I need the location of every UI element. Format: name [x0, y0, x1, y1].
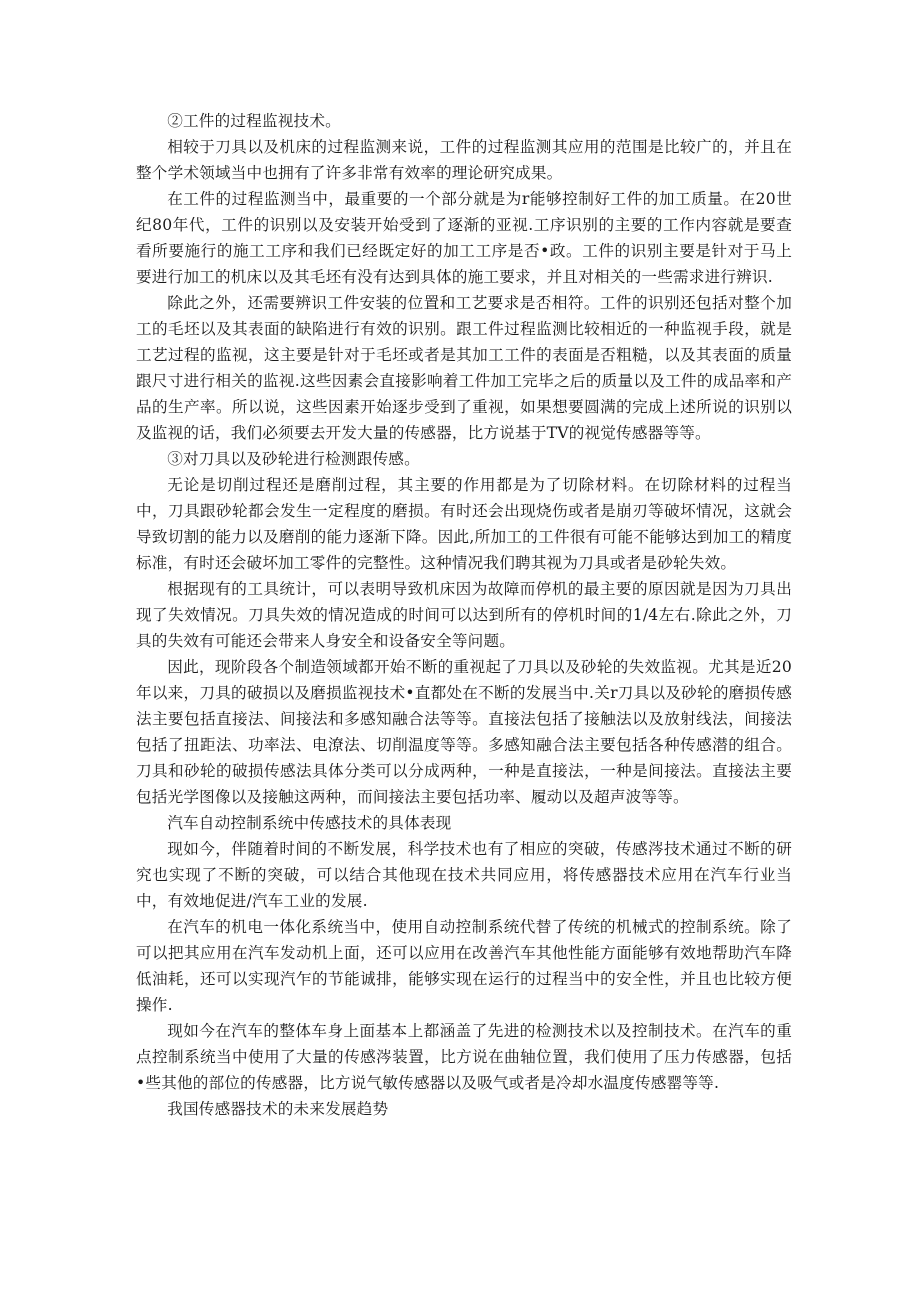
paragraph: 在汽车的机电一体化系统当中，使用自动控制系统代替了传统的机械式的控制系统。除了可以把其应用在汽车发动机上面，还可以应用在改善汽车其他性能方面能够有效地帮助汽车降低油耗，还可以实现汽乍的节能诚排，能够实现在运行的过程当中的安全性，并且也比较方便操作. — [136, 918, 792, 1014]
section-subheading-workpiece-monitoring: ②工件的过程监视技术。 — [167, 112, 341, 130]
paragraph: 根据现有的工具统计，可以表明导致机床因为故障而停机的最主要的原因就是因为刀具出现了失效情况。刀具失效的情况造成的时间可以达到所有的停机时间的1/4左右.除此之外，刀具的失效有可能还会带来人身安全和设备安全等问题。 — [136, 580, 792, 650]
paragraph: 因此，现阶段各个制造领域都开始不断的重视起了刀具以及砂轮的失效监视。尤其是近20年以来，刀具的破损以及磨损监视技术•直都处在不断的发展当中.关r刀具以及砂轮的磨损传感法主要包括直接法、间接法和多感知融合法等等。直接法包括了接触法以及放射线法，间接法包括了扭距法、功率法、电潦法、切削温度等等。多感知融合法主要包括各种传感潜的组合。刀具和砂轮的破损传感法具体分类可以分成两种，一种是直接法，一种是间接法。直接法主要包括光学图像以及接触这两种，而间接法主要包括功率、履动以及超声波等等。 — [136, 658, 792, 806]
section-heading-future-trends: 我国传感器技术的未来发展趋势 — [167, 1100, 389, 1118]
section-heading-automotive-sensing: 汽车自动控制系统中传感技术的具体表现 — [167, 814, 452, 832]
document-page — [136, 108, 792, 1122]
section-subheading-tool-detection: ③对刀具以及砂轮进行检测跟传感。 — [167, 450, 420, 468]
paragraph: 相较于刀具以及机床的过程监测来说，工件的过程监测其应用的范围是比较广的，并且在整个学术领域当中也拥有了许多非常有效率的理论研究成果。 — [136, 138, 792, 182]
paragraph: 现如今在汽车的整体车身上面基本上都涵盖了先进的检测技术以及控制技术。在汽车的重点控制系统当中使用了大量的传感涔装置，比方说在曲轴位置，我们使用了压力传感器，包括•些其他的部位的传感器，比方说气敏传感器以及吸气或者是冷却水温度传感罂等等. — [136, 1022, 792, 1092]
paragraph: 无论是切削过程还是磨削过程，其主要的作用都是为了切除材料。在切除材料的过程当中，刀具跟砂轮都会发生一定程度的磨损。有时还会出现烧伤或者是崩刃等破坏情况，这就会导致切割的能力以及磨削的能力逐渐下降。因此,所加工的工件很有可能不能够达到加工的精度标准，有时还会破坏加工零件的完整性。这种情况我们聘其视为刀具或者是砂轮失效。 — [136, 476, 792, 572]
paragraph: 现如今，伴随着时间的不断发展，科学技术也有了相应的突破，传感涔技术通过不断的研究也实现了不断的突破，可以结合其他现在技术共同应用，将传感器技术应用在汽车行业当中，有效地促进/汽车工业的发展. — [136, 840, 792, 910]
paragraph: 在工件的过程监测当中，最重要的一个部分就是为r能够控制好工件的加工质量。在20世纪80年代，工件的识别以及安装开始受到了逐渐的亚视.工序识别的主要的工作内容就是要查看所要施行的施工工序和我们已经既定好的加工工序是否•政。工件的识别主要是针对于马上要进行加工的机床以及其毛坯有没有达到具体的施工要求，并且对相关的一些需求进行辨识. — [136, 190, 792, 286]
paragraph: 除此之外，还需要辨识工件安装的位置和工艺要求是否相符。工件的识别还包括对整个加工的毛坯以及其表面的缺陷进行有效的识别。跟工件过程监测比较相近的一种监视手段，就是工艺过程的监视，这主要是针对于毛坯或者是其加工工件的表面是否粗糙，以及其表面的质量跟尺寸进行相关的监视.这些因素会直接影响着工件加工完毕之后的质量以及工件的成品率和产品的生产率。所以说，这些因素开始逐步受到了重视，如果想要圆满的完成上述所说的识别以及监视的话，我们必须要去开发大量的传感器，比方说基于TV的视觉传感器等等。 — [136, 294, 792, 442]
